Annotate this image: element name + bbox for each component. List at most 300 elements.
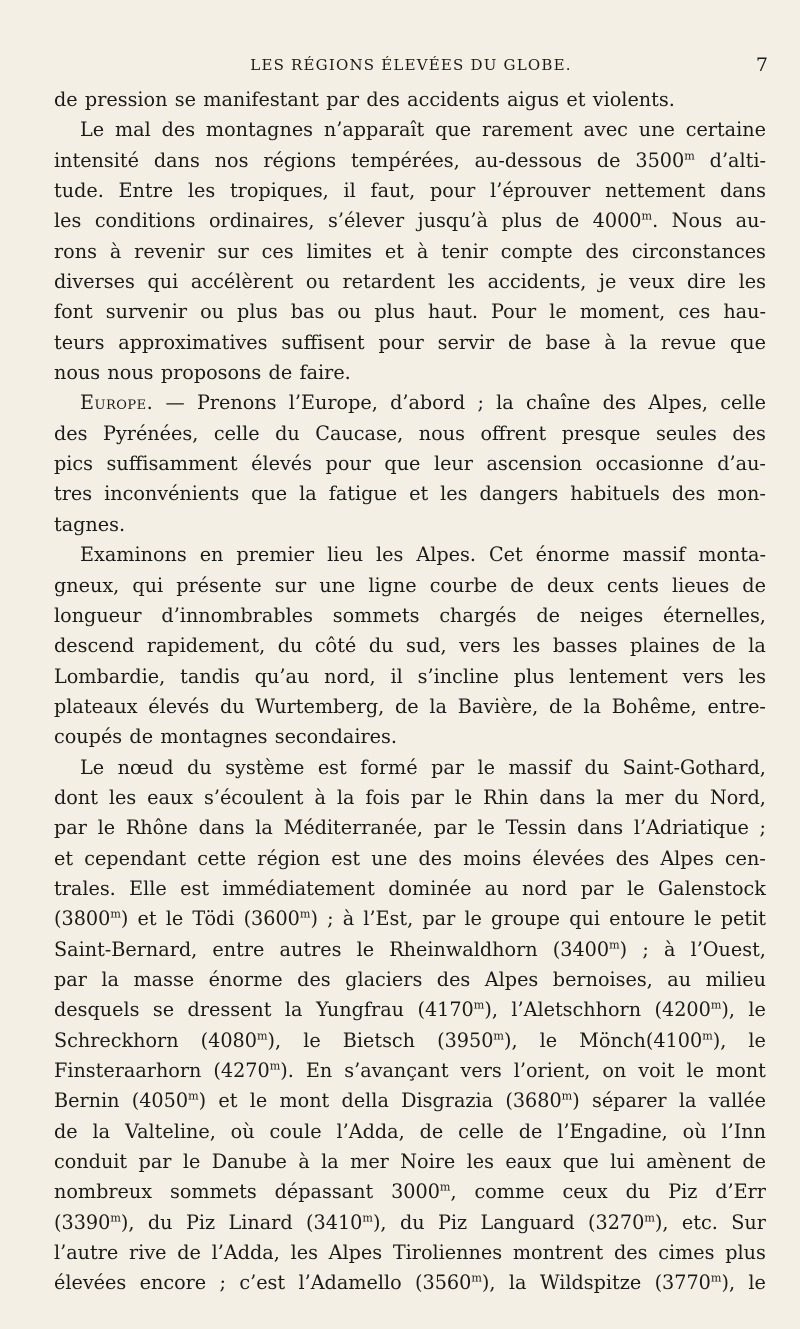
word: est <box>180 876 210 900</box>
word: et <box>409 482 429 506</box>
word: le <box>477 816 495 840</box>
word: la <box>678 1089 697 1113</box>
word: côté <box>314 634 357 658</box>
word: au <box>484 876 509 900</box>
word: c’est <box>239 1271 286 1295</box>
text-line <box>54 571 766 601</box>
word: ces <box>261 239 294 263</box>
word: celle <box>720 391 766 415</box>
word: sur <box>217 239 249 263</box>
word: neiges <box>579 603 644 627</box>
word: Valteline, <box>124 1119 216 1143</box>
word: à <box>298 1150 310 1174</box>
word: nous <box>418 421 465 445</box>
word: offrent <box>480 421 547 445</box>
word: ou <box>305 270 330 294</box>
word: une <box>638 118 675 142</box>
text-line <box>54 1056 766 1086</box>
text-line <box>54 1177 766 1207</box>
word: bas <box>290 300 325 324</box>
word: veux <box>629 270 675 294</box>
word: (3950$^m$), <box>437 1028 518 1052</box>
word: mon- <box>717 482 766 506</box>
word: par <box>580 876 614 900</box>
word: vers <box>460 1059 502 1082</box>
text-line <box>54 479 766 509</box>
word: des <box>366 88 400 111</box>
word: moment, <box>579 300 666 324</box>
word: Yungfrau <box>315 998 405 1022</box>
word: accidents <box>407 88 500 111</box>
word: l’Europe, <box>288 391 378 415</box>
word: Alpes. <box>416 543 476 567</box>
word: (3800$^m$) <box>54 907 129 931</box>
word: plus <box>374 300 415 324</box>
word: nos <box>214 148 249 172</box>
word: où <box>230 1119 255 1143</box>
word: premier <box>236 543 315 567</box>
word: de <box>518 1119 543 1143</box>
word: ascension <box>486 452 583 476</box>
word: les <box>738 664 766 688</box>
text-line <box>54 1268 766 1298</box>
word: dans <box>577 816 624 840</box>
word: ou <box>337 300 362 324</box>
text-line <box>54 722 766 752</box>
word: eaux <box>147 785 194 809</box>
word: nettement <box>605 179 706 203</box>
word: circonstances <box>631 239 766 263</box>
word: Tessin <box>505 816 567 840</box>
word: le <box>694 907 712 931</box>
word: élevés <box>148 694 210 718</box>
word: et <box>137 907 157 931</box>
word: Nous <box>671 209 723 233</box>
word: ; <box>642 937 649 961</box>
text-line <box>54 388 766 418</box>
word: ces <box>678 300 711 324</box>
word: Tiroliennes <box>392 1241 503 1265</box>
word: à <box>663 937 676 961</box>
word: petit <box>720 907 766 931</box>
word: il <box>343 179 356 203</box>
text-line <box>54 874 766 904</box>
word: secondaires. <box>274 725 397 749</box>
word: seules <box>655 421 717 445</box>
word: par <box>326 88 360 111</box>
word: conduit <box>54 1150 128 1174</box>
word: vallée <box>708 1089 766 1113</box>
word: lieues <box>672 573 730 597</box>
word: l’autre <box>54 1241 119 1265</box>
word: cette <box>197 846 247 870</box>
word: énorme <box>535 543 610 567</box>
word: que <box>435 118 472 142</box>
word: Bavière, <box>457 694 539 718</box>
word: Bietsch <box>342 1028 416 1052</box>
word: l’Adriatique <box>633 816 749 840</box>
word: la <box>508 1271 527 1295</box>
page-number: 7 <box>755 54 768 76</box>
word: encore <box>139 1271 207 1295</box>
word: Le <box>80 755 105 779</box>
word: dominée <box>388 876 472 900</box>
word: tude. <box>54 179 104 203</box>
word: par <box>431 755 465 779</box>
word: Caucase, <box>315 421 404 445</box>
word: Bernin <box>54 1089 120 1113</box>
word: Alpes <box>328 1241 383 1265</box>
word: système <box>225 755 305 779</box>
word: le <box>182 1150 201 1174</box>
word: d’au- <box>717 452 766 476</box>
word: dire <box>687 270 726 294</box>
word: entoure <box>609 907 685 931</box>
word: les <box>187 179 216 203</box>
word: le <box>454 785 473 809</box>
word: par <box>54 816 87 840</box>
word: proposons <box>160 361 262 385</box>
text-line <box>54 844 766 874</box>
word: les <box>738 270 766 294</box>
word: la <box>748 634 766 658</box>
word: mer <box>624 785 664 809</box>
word: des <box>615 846 650 870</box>
word: du <box>147 1210 173 1234</box>
word: Elle <box>129 876 167 900</box>
word: élevées <box>54 1271 127 1295</box>
text-line <box>54 146 766 176</box>
word: nous <box>54 361 101 385</box>
word: dépassant <box>274 1180 374 1204</box>
word: de <box>742 573 766 597</box>
word: Linard <box>228 1210 293 1234</box>
word: des <box>602 391 637 415</box>
word: Examinons <box>80 543 187 567</box>
word: le <box>748 1028 766 1052</box>
word: pics <box>54 452 94 476</box>
word: la <box>321 1150 339 1174</box>
word: certaine <box>685 118 766 142</box>
word: séparer <box>591 1089 667 1113</box>
word: la <box>583 694 601 718</box>
word: Le <box>80 118 105 142</box>
word: la <box>92 1119 111 1143</box>
word: plus <box>237 300 278 324</box>
word: limites <box>306 239 373 263</box>
text-line <box>54 935 766 965</box>
word: le <box>748 998 766 1022</box>
word: (3770$^m$), <box>654 1271 736 1295</box>
word: deux <box>546 573 594 597</box>
word: milieu <box>705 967 766 991</box>
word: haut. <box>427 300 478 324</box>
word: Sur <box>731 1210 766 1234</box>
word: revenir <box>134 239 205 263</box>
word: et <box>384 239 404 263</box>
word: amènent <box>646 1150 731 1174</box>
text-line <box>54 662 766 692</box>
word: gneux, <box>54 573 120 597</box>
word: au- <box>735 209 766 233</box>
word: d’alti- <box>709 148 766 172</box>
text-line <box>54 995 766 1025</box>
word: le <box>464 907 482 931</box>
word: Piz <box>668 1180 698 1204</box>
word: du <box>399 1210 425 1234</box>
word: Rhône <box>125 816 188 840</box>
word: et <box>566 88 586 111</box>
word: à <box>109 239 122 263</box>
word: cents <box>606 573 659 597</box>
text-line <box>54 1147 766 1177</box>
word: l’Aletschhorn <box>511 998 642 1022</box>
text-line <box>54 1117 766 1147</box>
word: massif <box>622 543 686 567</box>
word: accidents, <box>487 270 587 294</box>
word: plus <box>513 664 555 688</box>
word: Rhin <box>483 785 529 809</box>
word: Lombardie, <box>54 664 166 688</box>
word: nord <box>521 876 568 900</box>
word: se <box>174 88 196 111</box>
word: comme <box>474 1180 545 1204</box>
word: (4050$^m$) <box>131 1089 207 1113</box>
word: conditions <box>94 209 196 233</box>
word: Piz <box>185 1210 216 1234</box>
word: de <box>555 209 580 233</box>
word: Disgrazia <box>401 1089 494 1113</box>
word: sommets <box>170 1180 257 1204</box>
word: des <box>297 967 331 991</box>
word: il <box>390 664 403 688</box>
word: Wurtemberg, <box>255 694 385 718</box>
word: à <box>342 907 355 931</box>
text-line <box>54 115 766 145</box>
word: (4170$^m$), <box>417 998 498 1022</box>
word: Tödi <box>192 907 235 931</box>
word: Pyrénées, <box>103 421 199 445</box>
word: Rheinwaldhorn <box>389 937 538 961</box>
word: l’orient, <box>513 1059 591 1082</box>
word: le <box>549 300 567 324</box>
word: inconvénients <box>104 482 240 506</box>
word: qui <box>147 270 179 294</box>
word: le <box>477 755 495 779</box>
text-line <box>54 85 766 115</box>
word: formé <box>360 755 418 779</box>
word: tagnes. <box>54 512 126 536</box>
word: de <box>510 573 534 597</box>
word: tres <box>54 482 93 506</box>
word: revue <box>661 330 717 354</box>
word: dangers <box>479 482 559 506</box>
word: le <box>539 1028 558 1052</box>
word: Cet <box>488 543 523 567</box>
word: du <box>277 634 303 658</box>
word: qui <box>132 573 164 597</box>
word: teurs <box>54 330 105 354</box>
text-line <box>54 753 766 783</box>
word: Languard <box>480 1210 575 1234</box>
word: le <box>165 907 184 931</box>
word: leur <box>433 452 473 476</box>
word: cimes <box>658 1241 715 1265</box>
word: eaux <box>505 1150 552 1174</box>
word: ceux <box>562 1180 608 1204</box>
word: dans <box>719 179 766 203</box>
word: occasionne <box>595 452 704 476</box>
word: de <box>742 1150 766 1174</box>
word: l’Adda, <box>336 1119 405 1143</box>
word: la <box>255 816 273 840</box>
word: monta- <box>698 543 766 567</box>
word: (3270$^m$), <box>588 1210 669 1234</box>
word: ou <box>200 300 224 324</box>
word: (4080$^m$), <box>200 1028 282 1052</box>
text-line <box>54 267 766 297</box>
word: courbe <box>429 573 498 597</box>
word: s’avançant <box>344 1059 449 1082</box>
word: la <box>429 694 447 718</box>
word: (3390$^m$), <box>54 1210 135 1234</box>
text-line <box>54 631 766 661</box>
word: manifestant <box>203 88 319 111</box>
word: de <box>395 694 419 718</box>
body-text <box>54 85 766 1299</box>
word: rons <box>54 239 97 263</box>
word: immédiatement <box>222 876 375 900</box>
word: l’Ouest, <box>690 937 766 961</box>
word: en <box>199 543 224 567</box>
word: (4200$^m$), <box>654 998 735 1022</box>
word: par <box>433 816 467 840</box>
word: le <box>249 1089 268 1113</box>
word: — <box>165 391 185 415</box>
word: Saint-Bernard, <box>54 937 198 961</box>
word: pour <box>325 452 371 476</box>
word: des <box>671 482 706 506</box>
text-line <box>54 904 766 934</box>
text-line <box>54 1026 766 1056</box>
word: cen- <box>724 846 766 870</box>
word: lieu <box>327 543 364 567</box>
word: Bohême, <box>611 694 697 718</box>
text-line <box>54 783 766 813</box>
word: jusqu’à <box>417 209 488 233</box>
word: fatigue <box>328 482 398 506</box>
word: je <box>599 270 617 294</box>
word: bernoises, <box>552 967 653 991</box>
word: par <box>410 785 444 809</box>
word: Alpes, <box>648 391 708 415</box>
word: mont <box>716 1059 766 1082</box>
word: l’Inn <box>721 1119 766 1143</box>
word: suffisamment <box>106 452 238 476</box>
word: vers <box>459 634 501 658</box>
word: voit <box>638 1059 675 1082</box>
running-title: LES RÉGIONS ÉLEVÉES DU GLOBE. <box>250 56 572 74</box>
word: glaciers <box>345 967 423 991</box>
word: ; <box>759 816 766 840</box>
word: les <box>447 270 476 294</box>
word: habituels <box>570 482 660 506</box>
word: dont <box>54 785 98 809</box>
word: trales. <box>54 876 116 900</box>
word: le <box>97 816 116 840</box>
word: du <box>219 694 245 718</box>
word: (3680$^m$) <box>505 1089 580 1113</box>
word: Nord, <box>709 785 766 809</box>
word: Alpes <box>660 846 714 870</box>
word: l’éprouver <box>490 179 591 203</box>
word: celle <box>213 421 260 445</box>
word: la <box>596 785 614 809</box>
word: Schreckhorn <box>54 1028 179 1052</box>
word: faut, <box>370 179 416 203</box>
word: d’abord <box>390 391 466 415</box>
word: une <box>371 846 408 870</box>
word: les <box>440 482 468 506</box>
word: massif <box>508 755 572 779</box>
word: dans <box>539 785 586 809</box>
word: coupés <box>54 725 123 749</box>
word: approximatives <box>118 330 268 354</box>
text-line <box>54 449 766 479</box>
word: de <box>536 603 560 627</box>
word: le <box>686 1059 705 1082</box>
word: les <box>512 634 541 658</box>
word: celle <box>458 1119 504 1143</box>
word: présente <box>176 573 262 597</box>
word: ; <box>327 907 334 931</box>
word: où <box>682 1119 707 1143</box>
word: s’écoulent <box>204 785 304 809</box>
text-line <box>54 965 766 995</box>
word: régions <box>263 148 337 172</box>
word: du <box>584 755 610 779</box>
word: du <box>187 755 212 779</box>
word: cependant <box>84 846 187 870</box>
word: du <box>674 785 700 809</box>
word: à <box>416 239 429 263</box>
word: du <box>625 1180 651 1204</box>
word: l’Est, <box>363 907 414 931</box>
word: rive <box>129 1241 167 1265</box>
word: servir <box>437 330 495 354</box>
word: Mönch(4100$^m$), <box>579 1028 727 1052</box>
text-line <box>54 358 766 388</box>
word: plaines <box>629 634 700 658</box>
word: la <box>496 391 514 415</box>
word: pour <box>378 330 424 354</box>
word: et <box>218 1089 238 1113</box>
word: descend <box>54 634 135 658</box>
word: des <box>54 421 88 445</box>
word: dressent <box>187 998 272 1022</box>
word: région <box>257 846 321 870</box>
word: sud, <box>406 634 447 658</box>
word: longueur <box>54 603 142 627</box>
word: de <box>54 1119 78 1143</box>
word: l’Adda, <box>211 1241 280 1265</box>
word: pour <box>429 179 476 203</box>
word: que <box>251 482 288 506</box>
word: à <box>604 330 616 354</box>
word: l’Adamello <box>298 1271 402 1295</box>
section-label: Europe. <box>80 391 154 415</box>
word: Danube <box>211 1150 287 1174</box>
